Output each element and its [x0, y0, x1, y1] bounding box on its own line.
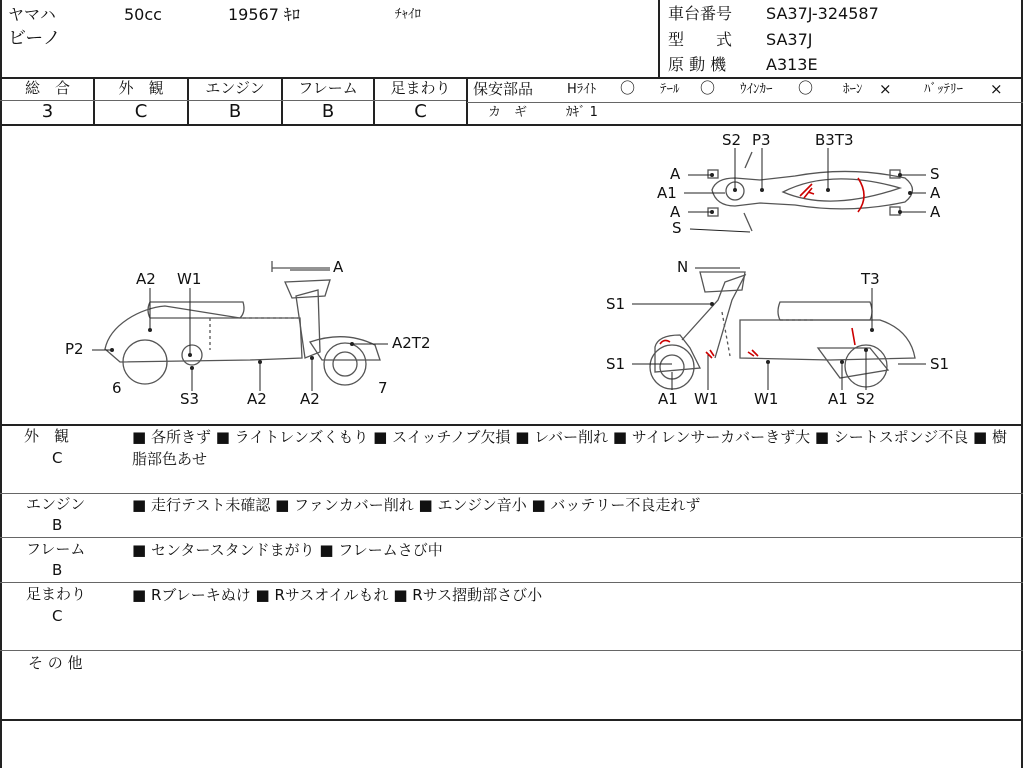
note-text-exterior: ■ 各所きず ■ ライトレンズくもり ■ スイッチノブ欠損 ■ レバー削れ ■ サイレンサーカバーきず大 ■ シートスポンジ不良 ■ 樹脂部色あせ	[132, 428, 1007, 468]
grade-value-engine: B	[228, 101, 242, 122]
type-label: 型 式	[668, 30, 733, 49]
safety-headlight-label: Hﾗｲﾄ	[567, 82, 597, 97]
safety-tail-label: ﾃｰﾙ	[660, 82, 680, 97]
diagram-label: A2	[300, 390, 320, 408]
diagram-label: 6	[112, 379, 122, 397]
note-section-suspension: 足まわり	[26, 585, 87, 603]
grade-label-suspension: 足まわり	[390, 79, 451, 97]
mileage: 19567 ｷﾛ	[228, 5, 300, 24]
engine-type-label: 原 動 機	[668, 55, 727, 74]
note-section-exterior: 外 観	[24, 427, 70, 445]
model-name: ビーノ	[8, 28, 61, 49]
note-text-suspension: ■ Rブレーキぬけ ■ Rサスオイルもれ ■ Rサス摺動部さび小	[132, 586, 543, 604]
diagram-label: A1	[828, 390, 848, 408]
type-value: SA37J	[766, 30, 813, 49]
grade-label-engine: エンジン	[205, 79, 265, 97]
note-grade-frame: B	[52, 561, 63, 579]
safety-headlight-mark: 〇	[620, 79, 636, 97]
note-section-other: そ の 他	[28, 654, 83, 672]
note-text-frame: ■ センタースタンドまがり ■ フレームさび中	[132, 541, 443, 559]
maker: ヤマハ	[8, 5, 56, 24]
diagram-label: 7	[378, 379, 388, 397]
key-label: カ ギ	[488, 105, 528, 120]
diagram-label: A	[930, 184, 941, 202]
diagram-label: B3T3	[815, 131, 854, 149]
safety-winker-label: ｳｲﾝｶｰ	[740, 82, 773, 97]
safety-title: 保安部品	[473, 80, 534, 98]
engine-type-value: A313E	[766, 55, 818, 74]
diagram-label: S1	[930, 355, 950, 373]
diagram-label: A1	[658, 390, 678, 408]
diagram-label: S	[672, 219, 682, 237]
diagram-label: W1	[177, 270, 202, 288]
frame-number-value: SA37J-324587	[766, 4, 879, 23]
grade-value-exterior: C	[134, 101, 148, 122]
diagram-label: A	[930, 203, 941, 221]
diagram-label: S1	[606, 355, 626, 373]
grade-value-frame: B	[321, 101, 335, 122]
note-section-engine: エンジン	[26, 495, 86, 513]
note-grade-engine: B	[52, 516, 63, 534]
displacement: 50cc	[124, 5, 162, 24]
note-section-frame: フレーム	[26, 540, 86, 558]
diagram-label: A2T2	[392, 334, 431, 352]
diagram-label: W1	[694, 390, 719, 408]
grade-value-suspension: C	[414, 101, 427, 122]
diagram-label: N	[677, 258, 689, 276]
diagram-label: A	[670, 165, 681, 183]
note-text-engine: ■ 走行テスト未確認 ■ ファンカバー削れ ■ エンジン音小 ■ バッテリー不良走れず	[132, 496, 701, 514]
safety-horn-label: ﾎｰﾝ	[843, 82, 863, 97]
key-value: ｶｷﾞ 1	[566, 105, 598, 120]
diagram-label: S	[930, 165, 940, 183]
diagram-label: A2	[247, 390, 267, 408]
diagram-label: A1	[657, 184, 677, 202]
diagram-label: A2	[136, 270, 156, 288]
safety-horn-mark: ×	[879, 80, 892, 98]
diagram-label: A	[670, 203, 681, 221]
note-grade-suspension: C	[52, 607, 63, 625]
diagram-label: S2	[856, 390, 876, 408]
note-grade-exterior: C	[52, 449, 63, 467]
diagram-label: S2	[722, 131, 742, 149]
grade-value-overall: 3	[41, 101, 54, 122]
diagram-label: A	[333, 258, 344, 276]
safety-battery-label: ﾊﾞｯﾃﾘｰ	[924, 82, 963, 97]
grade-label-overall: 総 合	[24, 79, 70, 97]
safety-tail-mark: 〇	[700, 79, 716, 97]
color: ﾁｬｲﾛ	[395, 7, 421, 22]
diagram-label: S1	[606, 295, 626, 313]
diagram-label: P3	[752, 131, 771, 149]
diagram-label: P2	[65, 340, 84, 358]
frame-number-label: 車台番号	[668, 4, 733, 23]
grade-label-exterior: 外 観	[118, 79, 164, 97]
diagram-label: W1	[754, 390, 779, 408]
safety-winker-mark: 〇	[798, 79, 814, 97]
safety-battery-mark: ×	[990, 80, 1003, 98]
grade-label-frame: フレーム	[298, 79, 358, 97]
diagram-label: T3	[861, 270, 880, 288]
diagram-label: S3	[180, 390, 200, 408]
